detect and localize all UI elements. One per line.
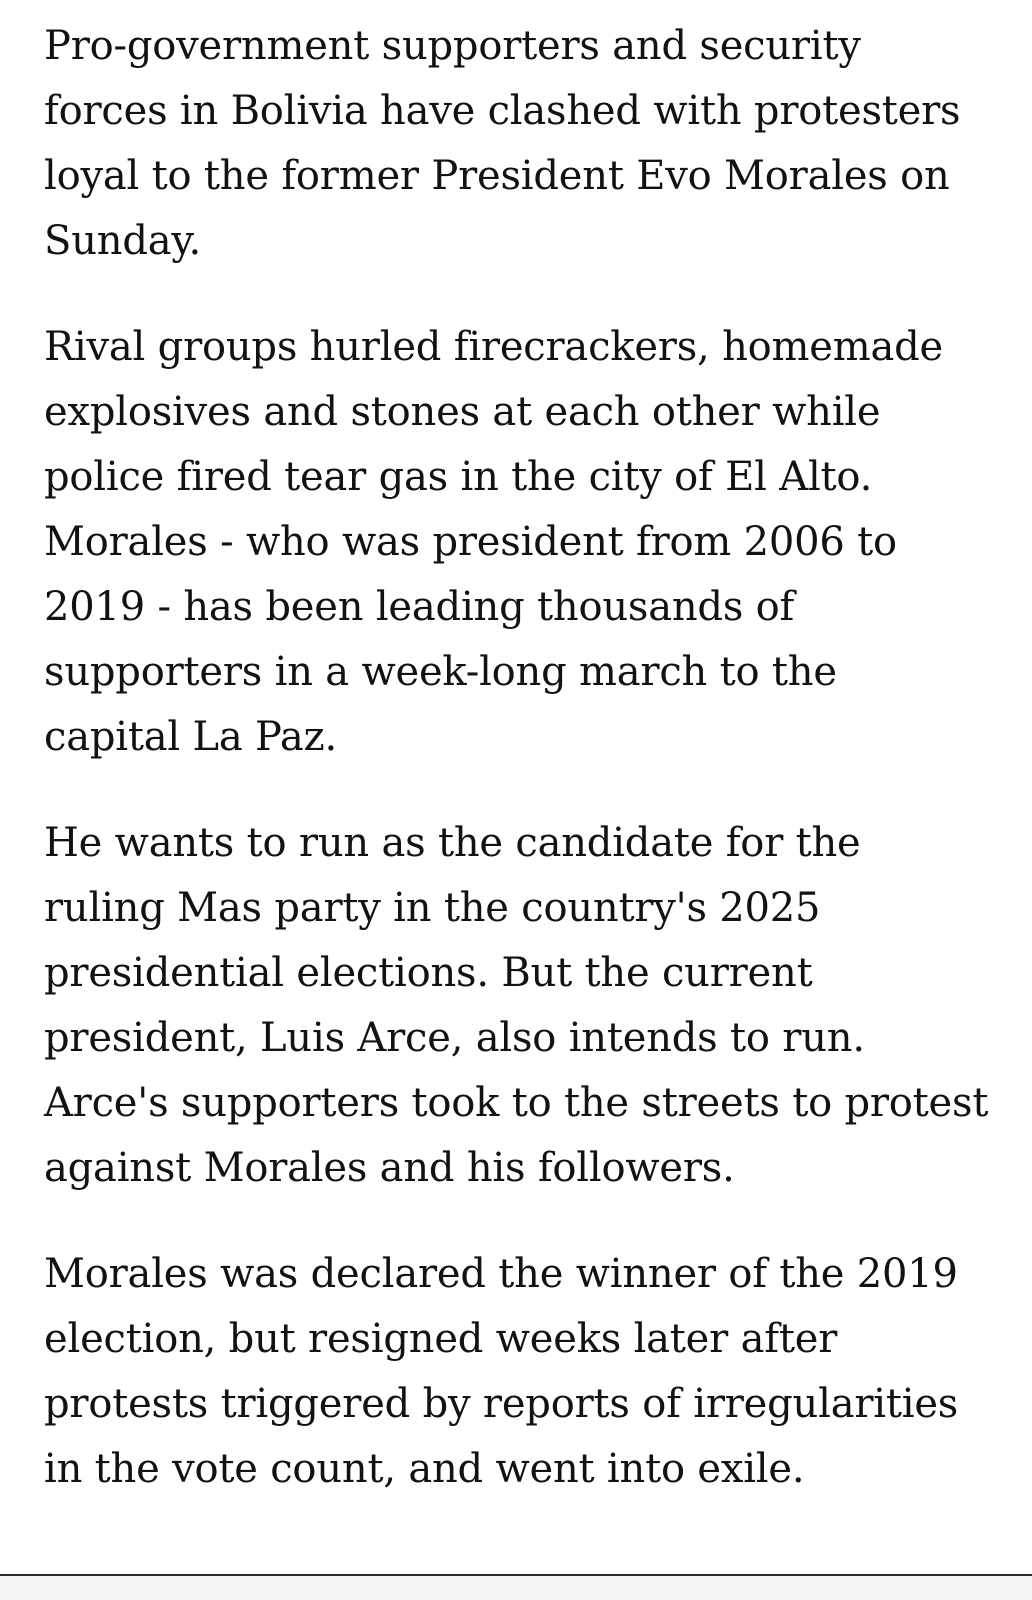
article-paragraph-2 (44, 315, 994, 770)
paragraph-line: election, but resigned weeks later after (44, 1316, 838, 1362)
paragraph-line: Pro-government supporters and security (44, 23, 861, 69)
paragraph-line: police fired tear gas in the city of El Alto. (44, 454, 873, 500)
paragraph-line: Morales - who was president from 2006 to (44, 519, 897, 565)
article-paragraph-3 (44, 811, 994, 1201)
paragraph-line: capital La Paz. (44, 714, 337, 760)
paragraph-line: protests triggered by reports of irregularities (44, 1381, 959, 1427)
paragraph-line: explosives and stones at each other while (44, 389, 881, 435)
paragraph-line: Rival groups hurled firecrackers, homemade (44, 324, 943, 370)
article-paragraph-4 (44, 1242, 994, 1502)
paragraph-line: in the vote count, and went into exile. (44, 1446, 805, 1492)
paragraph-line: president, Luis Arce, also intends to run. (44, 1015, 865, 1061)
paragraph-line: ruling Mas party in the country's 2025 (44, 885, 821, 931)
paragraph-line: Sunday. (44, 218, 201, 264)
paragraph-line: supporters in a week-long march to the (44, 649, 837, 695)
paragraph-line: Arce's supporters took to the streets to protest (44, 1080, 989, 1126)
article-paragraph-1 (44, 14, 994, 274)
paragraph-line: Morales was declared the winner of the 2019 (44, 1251, 958, 1297)
article-body (44, 14, 994, 1543)
paragraph-line: He wants to run as the candidate for the (44, 820, 861, 866)
paragraph-line: 2019 - has been leading thousands of (44, 584, 795, 630)
paragraph-line: loyal to the former President Evo Morales on (44, 153, 950, 199)
paragraph-line: against Morales and his followers. (44, 1145, 735, 1191)
paragraph-line: presidential elections. But the current (44, 950, 813, 996)
paragraph-line: forces in Bolivia have clashed with protesters (44, 88, 961, 134)
bottom-strip (0, 1576, 1032, 1600)
